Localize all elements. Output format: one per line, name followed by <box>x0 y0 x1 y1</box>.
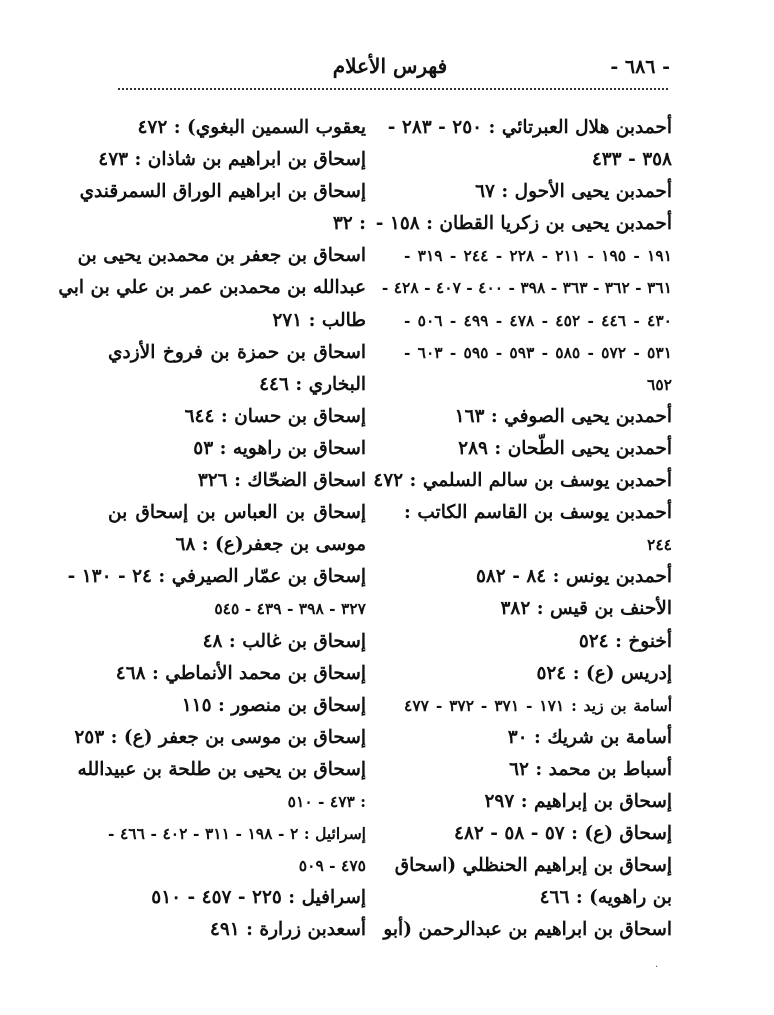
index-line: أحمدبن يونس : ٨٤ - ٥٨٢ <box>475 566 672 588</box>
index-line: اسحاق بن حمزة بن فروخ الأزدي <box>108 341 366 363</box>
header-dotted-rule <box>118 88 668 90</box>
index-line: أحمدبن يحيى الطّحان : ٢٨٩ <box>458 437 672 459</box>
index-line: أخنوخ : ٥٢٤ <box>578 630 672 652</box>
index-line: ٣٦١ - ٣٦٢ - ٣٦٣ - ٣٩٨ - ٤٠٠ - ٤٠٧ - ٤٢٨ - <box>381 278 672 298</box>
page-number: - ٦٨٦ - <box>610 56 670 78</box>
index-line: أسعدبن زرارة : ٤٩١ <box>209 919 366 941</box>
index-line: إسحاق بن يحيى بن طلحة بن عبيدالله <box>77 758 366 780</box>
index-line: إسحاق بن موسى بن جعفر (ع) : ٢٥٣ <box>74 726 366 748</box>
index-line: أحمدبن يوسف بن القاسم الكاتب : <box>404 502 672 524</box>
index-line: أحمدبن هلال العبرتائي : ٢٥٠ - ٢٨٣ - <box>387 117 672 138</box>
index-line: ٣٢٧ - ٣٩٨ - ٤٣٩ - ٥٤٥ <box>214 599 366 619</box>
index-line: إسحاق بن إبراهيم : ٢٩٧ <box>484 790 672 812</box>
index-line: إسحاق بن حسان : ٦٤٤ <box>184 405 366 427</box>
index-line: إدريس (ع) : ٥٢٤ <box>536 662 672 684</box>
index-line: : ٣٢ <box>332 213 366 235</box>
index-line: أسباط بن محمد : ٦٢ <box>509 758 672 780</box>
index-line: الأحنف بن قيس : ٣٨٢ <box>500 598 672 620</box>
index-line: موسى بن جعفر(ع) : ٦٨ <box>175 534 366 556</box>
index-line: إسحاق (ع) : ٥٧ - ٥٨ - ٤٨٢ <box>454 823 672 845</box>
page-header <box>110 52 670 88</box>
index-column-right <box>373 112 673 946</box>
index-line: اسحاق بن ابراهيم بن عبدالرحمن (أبو <box>383 919 672 941</box>
index-line: إسحاق بن منصور : ١١٥ <box>181 694 366 716</box>
index-line: ٤٣٠ - ٤٤٦ - ٤٥٢ - ٤٧٨ - ٤٩٩ - ٥٠٦ - <box>404 310 673 330</box>
index-line: أحمدبن يحيى الصوفي : ١٦٣ <box>454 405 672 427</box>
index-line: إسحاق بن عمّار الصيرفي : ٢٤ - ١٣٠ - <box>67 566 366 588</box>
index-line: إسرائيل : ٢ - ١٩٨ - ٣١١ - ٤٠٢ - ٤٦٦ - <box>108 824 366 844</box>
index-line: إسحاق بن العباس بن إسحاق بن <box>108 502 366 524</box>
index-line: : ٤٧٣ - ٥١٠ <box>287 791 366 811</box>
index-line: إسحاق بن ابراهيم بن شاذان : ٤٧٣ <box>98 149 366 171</box>
index-line: طالب : ٢٧١ <box>272 309 366 331</box>
index-line: أسامة بن زيد : ١٧١ - ٣٧١ - ٣٧٢ - ٤٧٧ <box>404 695 672 715</box>
margin-dot: · <box>655 962 659 973</box>
index-line: إسحاق بن إبراهيم الحنظلي (اسحاق <box>394 855 672 877</box>
index-line: اسحاق بن راهويه : ٥٣ <box>193 437 366 459</box>
index-line: إسحاق بن محمد الأنماطي : ٤٦٨ <box>115 662 366 684</box>
index-line: ٤٧٥ - ٥٠٩ <box>298 856 366 876</box>
index-line: أحمدبن يحيى بن زكريا القطان : ١٥٨ - <box>375 213 672 235</box>
index-line: بن راهويه) : ٤٦٦ <box>539 887 672 909</box>
index-line: ٦٥٢ <box>647 374 672 394</box>
index-line: عبدالله بن محمدبن عمر بن علي بن ابي <box>58 277 366 299</box>
index-line: اسحاق بن جعفر بن محمدبن يحيى بن <box>77 245 366 267</box>
index-line: أحمدبن يوسف بن سالم السلمي : ٤٧٢ <box>373 470 672 492</box>
index-line: ٥٣١ - ٥٧٢ - ٥٨٥ - ٥٩٣ - ٥٩٥ - ٦٠٣ - <box>404 342 673 362</box>
index-line: أحمدبن يحيى الأحول : ٦٧ <box>475 181 672 203</box>
index-line: ١٩١ - ١٩٥ - ٢١١ - ٢٢٨ - ٢٤٤ - ٣١٩ - <box>404 246 673 266</box>
running-title: فهرس الأعلام <box>332 54 448 78</box>
index-line: ٢٤٤ <box>647 535 672 555</box>
index-column-left <box>58 112 366 946</box>
index-line: يعقوب السمين البغوي) : ٤٧٢ <box>137 117 366 138</box>
index-line: أسامة بن شريك : ٣٠ <box>507 726 672 748</box>
index-line: اسحاق الضحّاك : ٣٢٦ <box>197 470 366 492</box>
index-line: إسحاق بن ابراهيم الوراق السمرقندي <box>79 181 366 203</box>
index-line: إسحاق بن غالب : ٤٨ <box>202 630 366 652</box>
index-line: إسرافيل : ٢٢٥ - ٤٥٧ - ٥١٠ <box>151 887 366 909</box>
index-line: ٣٥٨ - ٤٣٣ <box>591 149 672 171</box>
index-line: البخاري : ٤٤٦ <box>259 373 366 395</box>
